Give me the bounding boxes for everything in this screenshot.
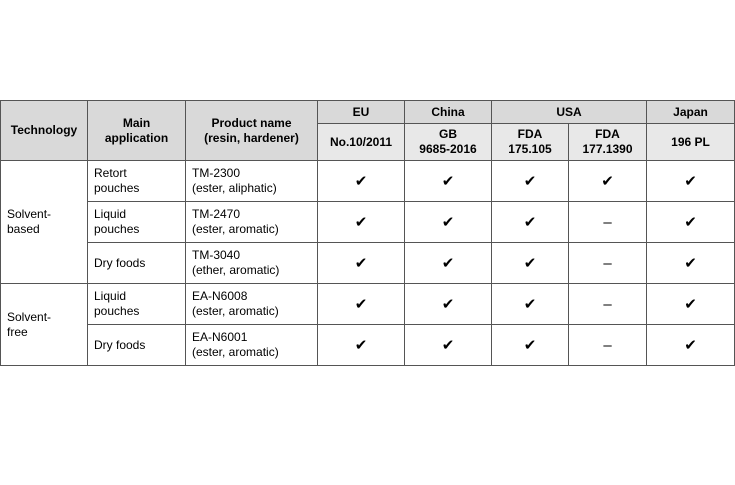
header-standard-usa-2 — [569, 124, 647, 161]
product-chemistry: (ether, aromatic) — [192, 263, 280, 277]
compliance-mark-usa-1771390: ✔ — [569, 161, 647, 202]
compliance-mark-eu: ✔ — [318, 325, 405, 366]
technology-cell-solvent-free — [1, 284, 88, 366]
compliance-mark-eu: ✔ — [318, 284, 405, 325]
product-code: EA-N6001 — [192, 330, 248, 344]
table-row — [1, 325, 735, 366]
compliance-mark-eu: ✔ — [318, 243, 405, 284]
product-chemistry: (ester, aromatic) — [192, 222, 279, 236]
header-standard-usa-2-line1: FDA — [595, 127, 620, 141]
header-product-name-line2: (resin, hardener) — [204, 130, 299, 145]
compliance-mark-china: ✔ — [405, 243, 492, 284]
compliance-mark-usa-175105: ✔ — [492, 284, 569, 325]
compliance-mark-china: ✔ — [405, 284, 492, 325]
application-line1: Liquid — [94, 207, 127, 221]
table-row — [1, 243, 735, 284]
application-cell — [88, 325, 186, 366]
product-code: TM-2470 — [192, 207, 241, 221]
compliance-mark-usa-1771390: – — [569, 243, 647, 284]
header-standard-usa-1-line1: FDA — [517, 127, 543, 141]
regulatory-compliance-table — [0, 100, 735, 366]
product-chemistry: (ester, aliphatic) — [192, 181, 277, 195]
compliance-mark-usa-175105: ✔ — [492, 243, 569, 284]
product-chemistry: (ester, aromatic) — [192, 304, 279, 318]
product-cell — [186, 202, 318, 243]
compliance-mark-japan: ✔ — [647, 325, 735, 366]
header-standard-usa-2-line2: 177.1390 — [582, 142, 633, 156]
application-line1: Dry foods — [94, 255, 146, 270]
application-line2: pouches — [94, 181, 140, 195]
application-cell — [88, 161, 186, 202]
header-technology: Technology — [1, 101, 88, 161]
product-cell — [186, 284, 318, 325]
compliance-mark-eu: ✔ — [318, 202, 405, 243]
compliance-mark-japan: ✔ — [647, 202, 735, 243]
header-standard-china-line1: GB — [439, 127, 457, 141]
product-chemistry: (ester, aromatic) — [192, 345, 279, 359]
header-standard-usa-1 — [492, 124, 569, 161]
application-cell — [88, 202, 186, 243]
technology-label-line1: Solvent- — [7, 207, 52, 221]
application-line1: Dry foods — [94, 337, 146, 352]
header-region-eu: EU — [318, 101, 405, 124]
application-line1: Retort — [94, 166, 127, 180]
product-cell — [186, 325, 318, 366]
table-row — [1, 284, 735, 325]
compliance-mark-usa-175105: ✔ — [492, 325, 569, 366]
compliance-mark-japan: ✔ — [647, 161, 735, 202]
header-standard-china-line2: 9685-2016 — [419, 142, 477, 156]
technology-label-line2: based — [7, 222, 40, 236]
compliance-mark-china: ✔ — [405, 161, 492, 202]
technology-cell-solvent-based — [1, 161, 88, 284]
compliance-mark-usa-175105: ✔ — [492, 161, 569, 202]
header-product-name-line1: Product name — [211, 115, 292, 130]
technology-label-line2: free — [7, 324, 28, 339]
compliance-mark-china: ✔ — [405, 202, 492, 243]
header-region-china: China — [405, 101, 492, 124]
application-line1: Liquid — [94, 289, 127, 303]
compliance-mark-usa-1771390: – — [569, 202, 647, 243]
header-standard-japan: 196 PL — [647, 124, 735, 161]
compliance-mark-eu: ✔ — [318, 161, 405, 202]
compliance-mark-japan: ✔ — [647, 243, 735, 284]
table-row — [1, 161, 735, 202]
header-main-application-line2: application — [104, 130, 169, 145]
product-code: TM-2300 — [192, 166, 241, 180]
compliance-mark-usa-1771390: – — [569, 284, 647, 325]
product-cell — [186, 161, 318, 202]
product-cell — [186, 243, 318, 284]
application-cell — [88, 284, 186, 325]
header-standard-usa-1-line2: 175.105 — [508, 142, 552, 156]
header-region-japan: Japan — [647, 101, 735, 124]
header-standard-eu: No.10/2011 — [318, 124, 405, 161]
header-main-application-line1: Main — [122, 115, 151, 130]
technology-label-line1: Solvent- — [7, 309, 52, 324]
product-code: TM-3040 — [192, 248, 241, 262]
application-line2: pouches — [94, 304, 140, 318]
compliance-mark-japan: ✔ — [647, 284, 735, 325]
header-region-usa: USA — [492, 101, 647, 124]
application-line2: pouches — [94, 222, 140, 236]
header-standard-china — [405, 124, 492, 161]
compliance-mark-china: ✔ — [405, 325, 492, 366]
header-main-application — [88, 101, 186, 161]
product-code: EA-N6008 — [192, 289, 248, 303]
header-product-name — [186, 101, 318, 161]
application-cell — [88, 243, 186, 284]
compliance-mark-usa-175105: ✔ — [492, 202, 569, 243]
table-row — [1, 202, 735, 243]
compliance-mark-usa-1771390: – — [569, 325, 647, 366]
